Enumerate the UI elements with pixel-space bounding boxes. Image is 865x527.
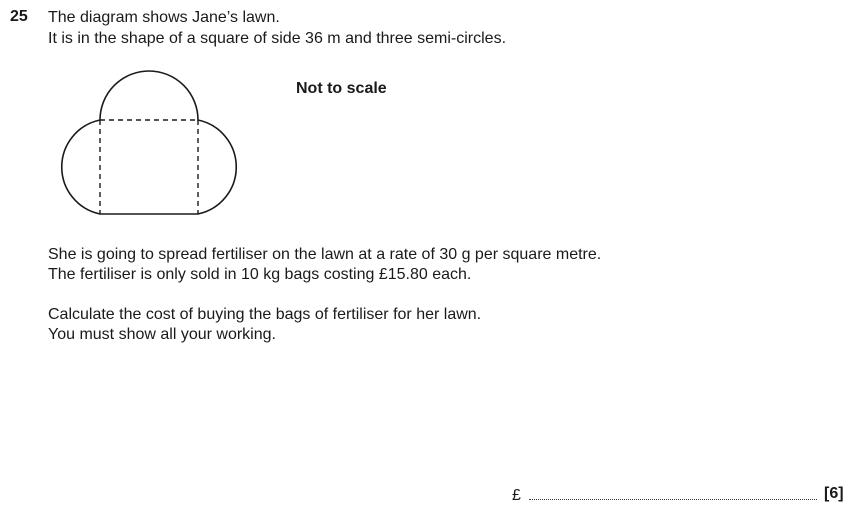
not-to-scale-note: Not to scale (296, 80, 387, 97)
para2-line-2: You must show all your working. (48, 326, 276, 343)
answer-line (512, 485, 817, 505)
currency-symbol: £ (512, 487, 521, 504)
intro-line-1: The diagram shows Jane’s lawn. (48, 9, 280, 26)
answer-input[interactable] (529, 485, 817, 500)
lawn-diagram (50, 64, 250, 218)
para1-line-1: She is going to spread fertiliser on the lawn at a rate of 30 g per square metre. (48, 246, 602, 263)
marks-label: [6] (824, 485, 844, 502)
intro-line-2: It is in the shape of a square of side 36 m and three semi-circles. (48, 30, 507, 47)
lawn-outline (62, 71, 237, 214)
para1-line-2: The fertiliser is only sold in 10 kg bags costing £15.80 each. (48, 266, 472, 283)
question-number: 25 (10, 8, 28, 25)
para2-line-1: Calculate the cost of buying the bags of fertiliser for her lawn. (48, 306, 482, 323)
